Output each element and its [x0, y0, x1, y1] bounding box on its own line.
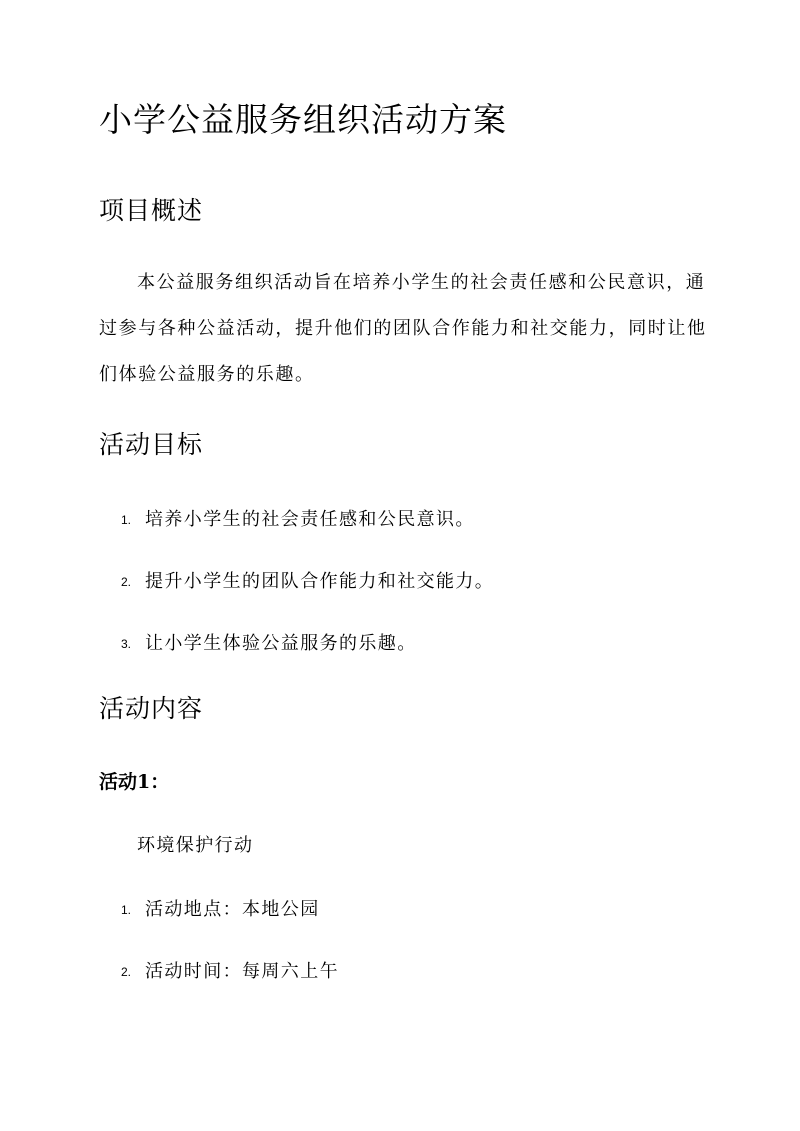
list-item-text: 提升小学生的团队合作能力和社交能力。	[145, 571, 495, 592]
list-item-text: 让小学生体验公益服务的乐趣。	[145, 633, 417, 654]
list-item-text: 活动地点：本地公园	[145, 899, 320, 920]
section-heading-goals: 活动目标	[99, 430, 204, 459]
activity-1-name: 环境保护行动	[137, 835, 254, 856]
section-heading-overview: 项目概述	[99, 196, 204, 225]
list-item-text: 培养小学生的社会责任感和公民意识。	[145, 509, 475, 530]
document-title: 小学公益服务组织活动方案	[99, 100, 507, 139]
activity-1-heading: 活动1：	[99, 771, 170, 793]
list-item-number: 2.	[121, 575, 132, 589]
list-item-number: 1.	[121, 513, 132, 527]
list-item-number: 2.	[121, 965, 132, 979]
list-item-text: 活动时间：每周六上午	[145, 961, 339, 982]
list-item-number: 3.	[121, 637, 132, 651]
section-heading-content: 活动内容	[99, 694, 204, 723]
list-item-number: 1.	[121, 903, 132, 917]
overview-paragraph: 本公益服务组织活动旨在培养小学生的社会责任感和公民意识，通过参与各种公益活动，提升他们的团队合作能力和社交能力，同时让他们体验公益服务的乐趣。	[99, 272, 707, 385]
